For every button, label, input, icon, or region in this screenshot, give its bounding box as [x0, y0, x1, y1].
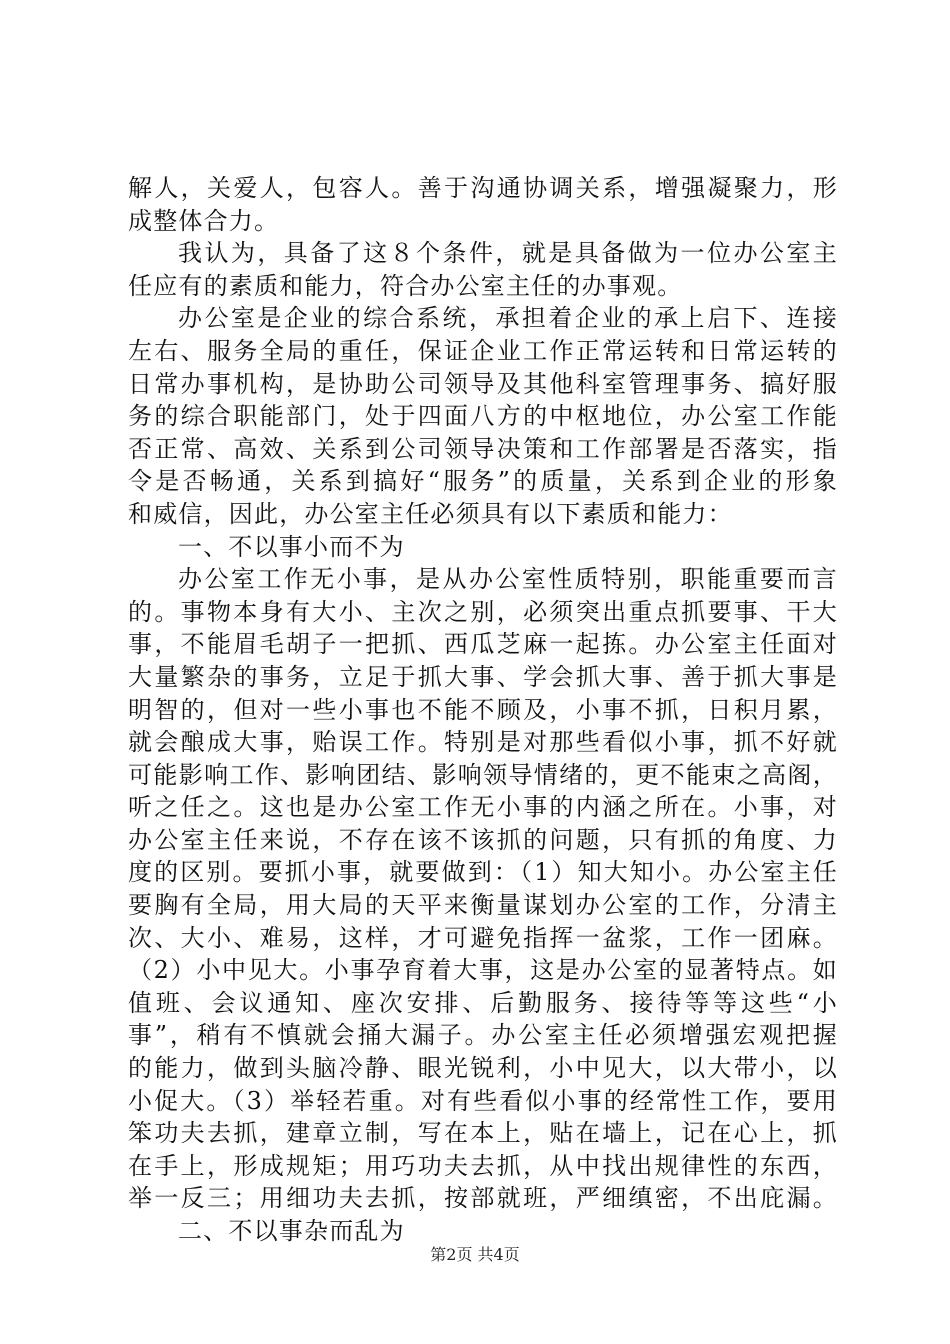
text-line: 举一反三；用细功夫去抓，按部就班，严细缜密，不出庇漏。 [128, 1184, 838, 1213]
document-body [128, 172, 838, 1248]
text-line: 办公室主任来说，不存在该不该抓的问题，只有抓的角度、力 [128, 825, 838, 854]
text-line: 听之任之。这也是办公室工作无小事的内涵之所在。小事，对 [128, 793, 838, 822]
text-line: 日常办事机构，是协助公司领导及其他科室管理事务、搞好服 [128, 369, 838, 398]
text-line: 务的综合职能部门，处于四面八方的中枢地位，办公室工作能 [128, 402, 838, 431]
text-line: （2）小中见大。小事孕育着大事，这是办公室的显著特点。如 [128, 956, 838, 985]
section-heading-2: 二、不以事杂而乱为 [178, 1217, 405, 1245]
text-line: 就会酿成大事，贻误工作。特别是对那些看似小事，抓不好就 [128, 728, 838, 757]
text-line: 令是否畅通，关系到搞好“服务”的质量，关系到企业的形象 [128, 467, 838, 496]
paragraph-start-line: 办公室工作无小事，是从办公室性质特别，职能重要而言 [178, 565, 838, 594]
text-line: 事，不能眉毛胡子一把抓、西瓜芝麻一起拣。办公室主任面对 [128, 630, 838, 659]
text-line: 和威信，因此，办公室主任必须具有以下素质和能力： [128, 499, 733, 528]
text-line: 明智的，但对一些小事也不能不顾及，小事不抓，日积月累， [128, 695, 838, 724]
text-line: 成整体合力。 [128, 206, 280, 235]
text-line: 度的区别。要抓小事，就要做到：（1）知大知小。办公室主任 [128, 858, 838, 887]
page-number-label: 第2页 共4页 [430, 1245, 520, 1264]
section-heading-1: 一、不以事小而不为 [178, 532, 405, 561]
paragraph-start-line: 办公室是企业的综合系统，承担着企业的承上启下、连接 [178, 304, 838, 333]
text-line: 事”，稍有不慎就会捅大漏子。办公室主任必须增强宏观把握 [128, 1021, 838, 1050]
text-line: 解人，关爱人，包容人。善于沟通协调关系，增强凝聚力，形 [128, 174, 838, 202]
text-line: 的。事物本身有大小、主次之别，必须突出重点抓要事、干大 [128, 597, 838, 626]
text-line: 要胸有全局，用大局的天平来衡量谋划办公室的工作，分清主 [128, 891, 838, 920]
text-line: 任应有的素质和能力，符合办公室主任的办事观。 [128, 271, 683, 300]
text-line: 笨功夫去抓，建章立制，写在本上，贴在墙上，记在心上，抓 [128, 1119, 838, 1148]
text-line: 可能影响工作、影响团结、影响领导情绪的，更不能束之高阁， [128, 760, 838, 789]
text-line: 在手上，形成规矩；用巧功夫去抓，从中找出规律性的东西， [128, 1151, 838, 1180]
text-line: 大量繁杂的事务，立足于抓大事、学会抓大事、善于抓大事是 [128, 662, 838, 691]
text-line: 否正常、高效、关系到公司领导决策和工作部署是否落实，指 [128, 434, 838, 463]
text-line: 值班、会议通知、座次安排、后勤服务、接待等等这些“小 [128, 988, 838, 1017]
text-line: 次、大小、难易，这样，才可避免指挥一盆浆，工作一团麻。 [128, 923, 838, 952]
text-line: 左右、服务全局的重任，保证企业工作正常运转和日常运转的 [128, 336, 838, 365]
text-line: 的能力，做到头脑冷静、眼光锐利，小中见大，以大带小，以 [128, 1054, 838, 1083]
page-footer [0, 1245, 950, 1265]
paragraph-start-line: 我认为，具备了这８个条件，就是具备做为一位办公室主 [178, 239, 838, 268]
text-line: 小促大。（3）举轻若重。对有些看似小事的经常性工作，要用 [128, 1086, 838, 1115]
